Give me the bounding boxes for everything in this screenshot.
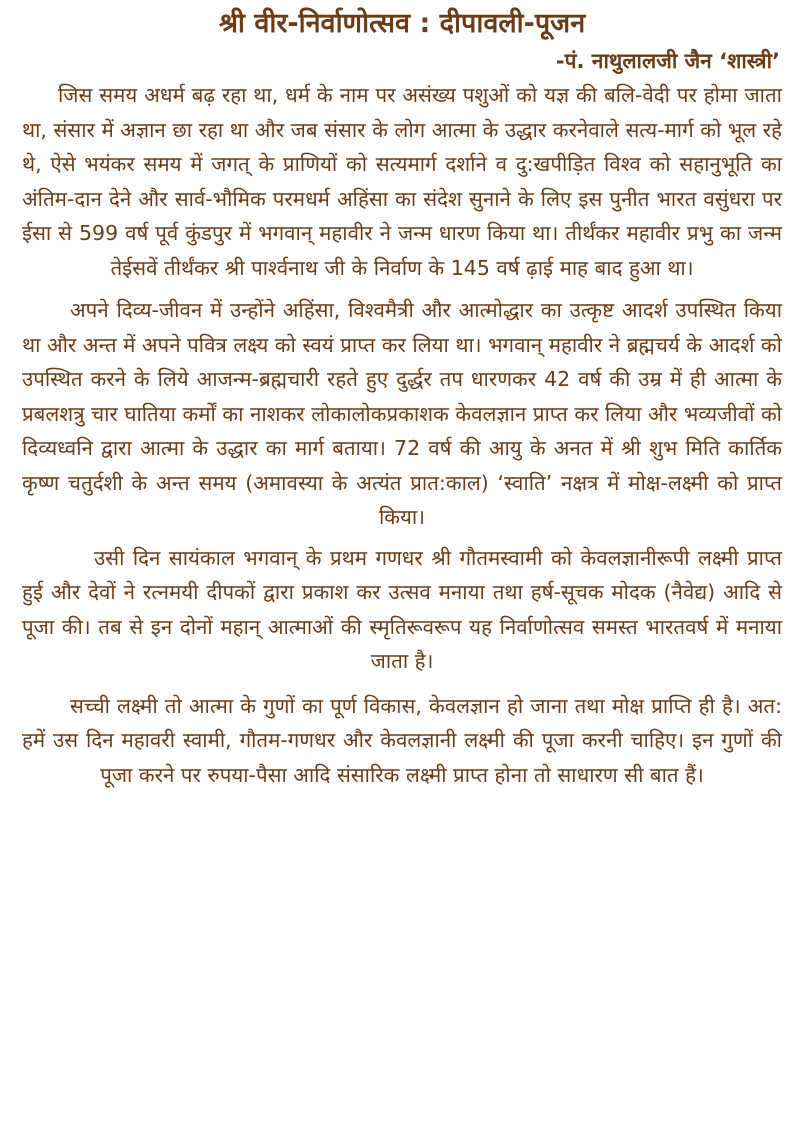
paragraph-1: जिस समय अधर्म बढ़ रहा था, धर्म के नाम पर असंख्य पशुओं को यज्ञ की बलि-वेदी पर होमा जाता था, संसार में अज्ञान छा रहा था और जब संसार के लोग आत्मा के उद्धार करनेवाले सत्य-मार्ग को भूल रहे थे, ऐसे भयंकर समय में जगत् के प्राणियों को सत्यमार्ग दर्शाने व दु:खपीड़ित विश्व को सहानुभूति का अंतिम-दान देने और सार्व-भौमिक परमधर्म अहिंसा का संदेश सुनाने के लिए इस पुनीत भारत वसुंधरा पर ईसा से 599 वर्ष पूर्व कुंडपुर में भगवान् महावीर ने जन्म धारण किया था। तीर्थंकर महावीर प्रभु का जन्म तेईसवें तीर्थंकर श्री पार्श्वनाथ जी के निर्वाण के 145 वर्ष ढ़ाई माह बाद हुआ था।: [22, 83, 782, 280]
paragraph-2: अपने दिव्य-जीवन में उन्होंने अहिंसा, विश्वमैत्री और आत्मोद्धार का उत्कृष्ट आदर्श उपस्थित किया था और अन्त में अपने पवित्र लक्ष्य को स्वयं प्राप्त कर लिया था। भगवान् महावीर ने ब्रह्मचर्य के आदर्श को उपस्थित करने के लिये आजन्म-ब्रह्मचारी रहते हुए दुर्द्धर तप धारणकर 42 वर्ष की उम्र में ही आत्मा के प्रबलशत्रु चार घातिया कर्मों का नाशकर लोकालोकप्रकाशक केवलज्ञान प्राप्त कर लिया और भव्यजीवों को दिव्यध्वनि द्वारा आत्मा के उद्धार का मार्ग बताया। 72 वर्ष की आयु के अनत में श्री शुभ मिति कार्तिक कृष्ण चतुर्दशी के अन्त समय (अमावस्या के अत्यंत प्रात:काल) ‘स्वाति’ नक्षत्र में मोक्ष-लक्ष्मी को प्राप्त किया।: [22, 298, 782, 529]
page-title: श्री वीर-निर्वाणोत्सव : दीपावली-पूजन: [218, 8, 586, 39]
paragraph-4: सच्ची लक्ष्मी तो आत्मा के गुणों का पूर्ण विकास, केवलज्ञान हो जाना तथा मोक्ष प्राप्ति ही है। अत: हमें उस दिन महावरी स्वामी, गौतम-गणधर और केवलज्ञानी लक्ष्मी की पूजा करनी चाहिए। इन गुणों की पूजा करने पर रुपया-पैसा आदि संसारिक लक्ष्मी प्राप्त होना तो साधारण सी बात हैं।: [22, 693, 782, 787]
paragraph-3: उसी दिन सायंकाल भगवान् के प्रथम गणधर श्री गौतमस्वामी को केवलज्ञानीरूपी लक्ष्मी प्राप्त हुई और देवों ने रत्नमयी दीपकों द्वारा प्रकाश कर उत्सव मनाया तथा हर्ष-सूचक मोदक (नैवेद्य) आदि से पूजा की। तब से इन दोनों महान् आत्माओं की स्मृतिरूवरूप यह निर्वाणोत्सव समस्त भारतवर्ष में मनाया जाता है।: [22, 545, 782, 673]
author-line: -पं. नाथुलालजी जैन ‘शास्त्री’: [555, 49, 780, 73]
